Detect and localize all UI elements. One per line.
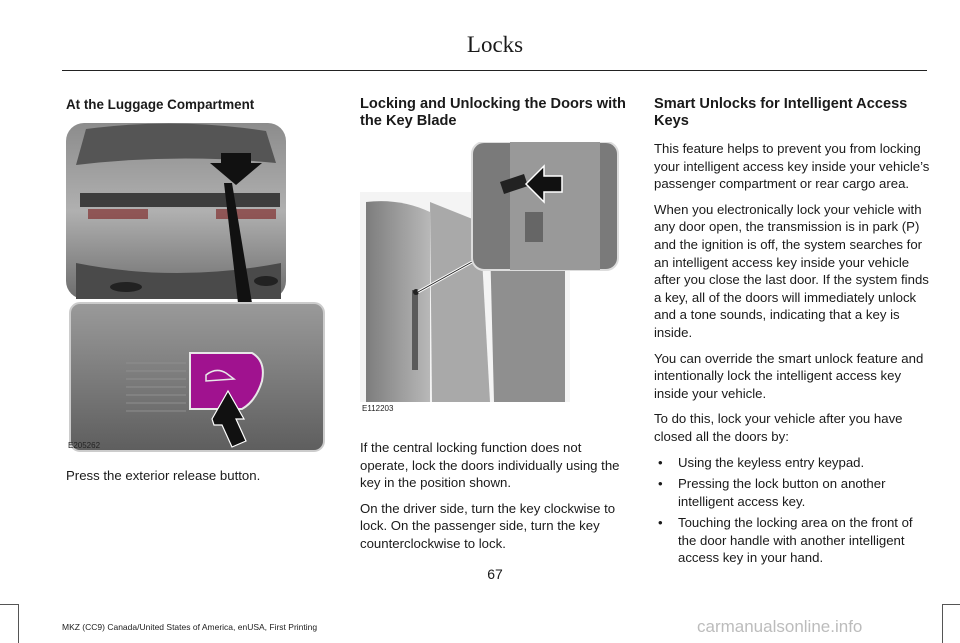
- paragraph: If the central locking function does not operate, lock the doors individually using the key in the position shown.: [360, 440, 620, 491]
- header-rule: [62, 70, 927, 71]
- watermark: carmanualsonline.info: [697, 617, 863, 636]
- left-column: [66, 96, 328, 493]
- paragraph: To do this, lock your vehicle after you have closed all the doors by:: [654, 411, 903, 444]
- bullet-list: [654, 454, 930, 568]
- key-blade-heading: Locking and Unlocking the Doors with the Key Blade: [360, 96, 626, 129]
- smart-unlocks-heading: Smart Unlocks for Intelligent Access Keys: [654, 96, 908, 129]
- door-lock-illustration-graphic: [360, 142, 622, 417]
- paragraph: On the driver side, turn the key clockwise to lock. On the passenger side, turn the key counterclockwise to lock.: [360, 500, 616, 551]
- crop-mark: [18, 604, 19, 643]
- middle-column: [360, 96, 632, 561]
- luggage-subheading: At the Luggage Compartment: [66, 97, 255, 112]
- page-title: Locks: [466, 32, 524, 57]
- list-item: • Pressing the lock button on another intelligent access key.: [654, 475, 930, 510]
- crop-mark: [0, 604, 18, 605]
- caption: Press the exterior release button.: [66, 468, 261, 483]
- paragraph: You can override the smart unlock feature and intentionally lock the intelligent access key inside your vehicle.: [654, 350, 924, 401]
- page-number: 67: [487, 566, 503, 582]
- figure-code: E205262: [68, 441, 101, 450]
- crop-mark: [942, 604, 943, 643]
- list-item: • Touching the locking area on the front of the door handle with another intelligent access key in your hand.: [654, 514, 930, 567]
- crop-mark: [942, 604, 960, 605]
- figure-code: E112203: [362, 404, 394, 413]
- paragraph: This feature helps to prevent you from locking your intelligent access key inside your vehicle’s passenger compartment or rear cargo area.: [654, 141, 930, 192]
- trunk-release-illustration: [66, 123, 328, 453]
- key-blade-illustration: [360, 142, 622, 417]
- paragraph: When you electronically lock your vehicle with any door open, the transmission is in park (P) and the ignition is off, the system searches for an intelligent access key inside your vehicle after you close the last door. If the system finds a key, all of the doors will immediately unlock and a tone sounds, indicating that a key is inside.: [654, 201, 929, 340]
- trunk-illustration-graphic: [66, 123, 328, 453]
- footer-text: MKZ (CC9) Canada/United States of America, enUSA, First Printing: [62, 622, 318, 632]
- right-column: [654, 96, 930, 571]
- list-item: • Using the keyless entry keypad.: [654, 454, 930, 472]
